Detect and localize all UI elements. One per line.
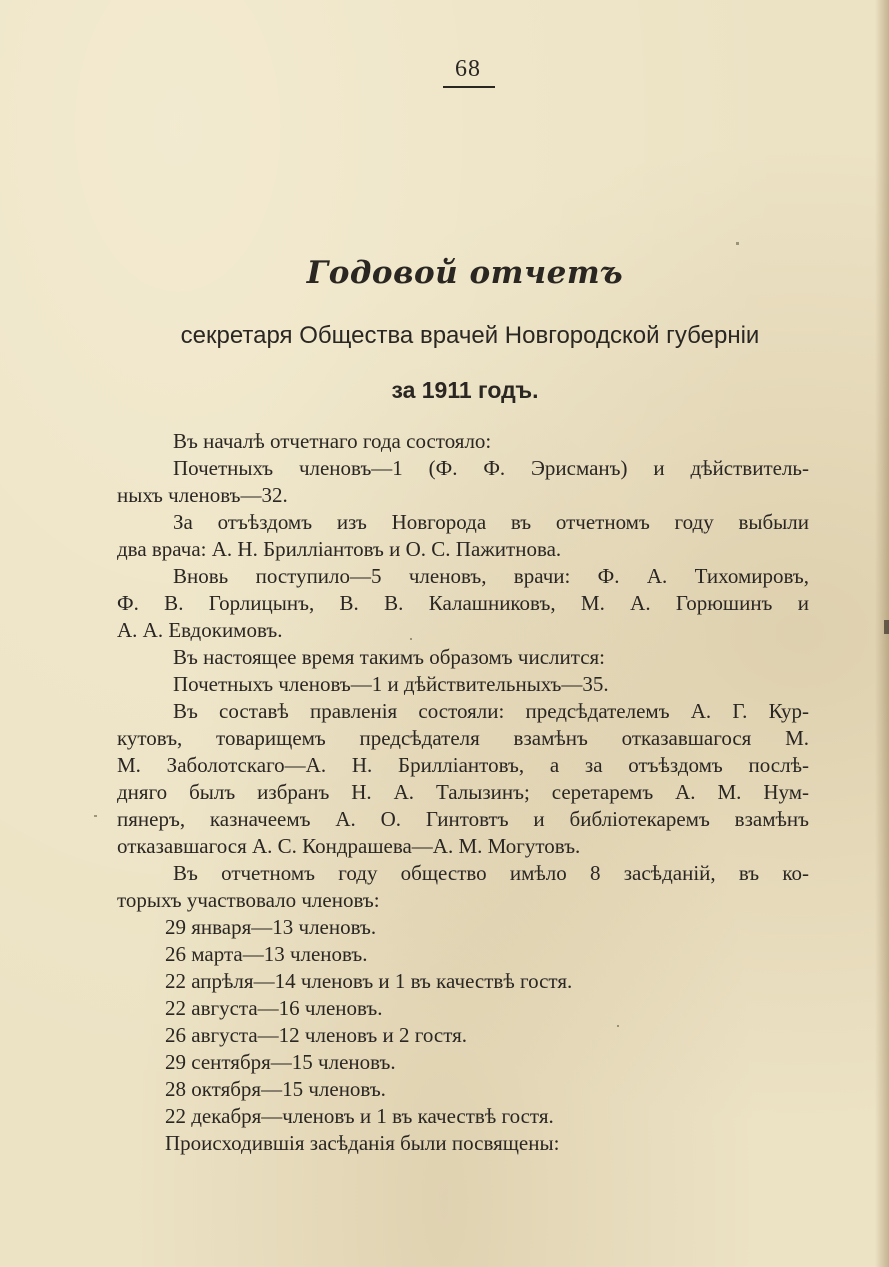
text-line: кутовъ, товарищемъ предсѣдателя взамѣнъ отказавшагося М.	[117, 726, 809, 750]
text-line: два врача: А. Н. Брилліантовъ и О. С. Пажитнова.	[117, 537, 562, 561]
text-line: Въ настоящее время такимъ образомъ числится:	[173, 645, 606, 669]
text-line: пянеръ, казначеемъ А. О. Гинтовтъ и библіотекаремъ взамѣнъ	[117, 807, 809, 831]
text-line: Происходившія засѣданія были посвящены:	[165, 1131, 560, 1155]
meeting-entry: 26 августа—12 членовъ и 2 гостя.	[165, 1023, 468, 1047]
text-line: Вновь поступило—5 членовъ, врачи: Ф. А. Тихомировъ,	[173, 564, 809, 588]
meeting-entry: 29 сентября—15 членовъ.	[165, 1050, 396, 1074]
page-number-underline	[443, 86, 495, 88]
text-line: Въ началѣ отчетнаго года состояло:	[173, 429, 492, 453]
text-line: Почетныхъ членовъ—1 (Ф. Ф. Эрисманъ) и дѣйствитель-	[173, 456, 809, 480]
text-line: ныхъ членовъ—32.	[117, 483, 288, 507]
text-line: Въ отчетномъ году общество имѣло 8 засѣданій, въ ко-	[173, 861, 809, 885]
meeting-entry: 22 апрѣля—14 членовъ и 1 въ качествѣ гостя.	[165, 969, 573, 993]
meeting-entry: 29 января—13 членовъ.	[165, 915, 377, 939]
text-line: дняго былъ избранъ Н. А. Талызинъ; серетаремъ А. М. Нум-	[117, 780, 809, 804]
text-line: Почетныхъ членовъ—1 и дѣйствительныхъ—35.	[173, 672, 609, 696]
meeting-entry: 22 декабря—членовъ и 1 въ качествѣ гостя.	[165, 1104, 554, 1128]
text-line: торыхъ участвовало членовъ:	[117, 888, 380, 912]
report-body	[117, 428, 809, 1157]
report-year: за 1911 годъ.	[391, 377, 539, 403]
text-line: отказавшагося А. С. Кондрашева—А. М. Могутовъ.	[117, 834, 581, 858]
page-number: 68	[455, 56, 481, 82]
meeting-entry: 26 марта—13 членовъ.	[165, 942, 368, 966]
text-line: Въ составѣ правленія состояли: предсѣдателемъ А. Г. Кур-	[173, 699, 809, 723]
meeting-entry: 28 октября—15 членовъ.	[165, 1077, 386, 1101]
text-line: М. Заболотскаго—А. Н. Брилліантовъ, а за отъѣздомъ послѣ-	[117, 753, 809, 777]
meeting-entry: 22 августа—16 членовъ.	[165, 996, 383, 1020]
text-line: А. А. Евдокимовъ.	[117, 618, 283, 642]
report-subtitle: секретаря Общества врачей Новгородской губерніи	[180, 322, 760, 349]
text-line: Ф. В. Горлицынъ, В. В. Калашниковъ, М. А. Горюшинъ и	[117, 591, 809, 615]
text-line: За отъѣздомъ изъ Новгорода въ отчетномъ году выбыли	[173, 510, 809, 534]
report-title: Годовой отчетъ	[306, 255, 624, 291]
